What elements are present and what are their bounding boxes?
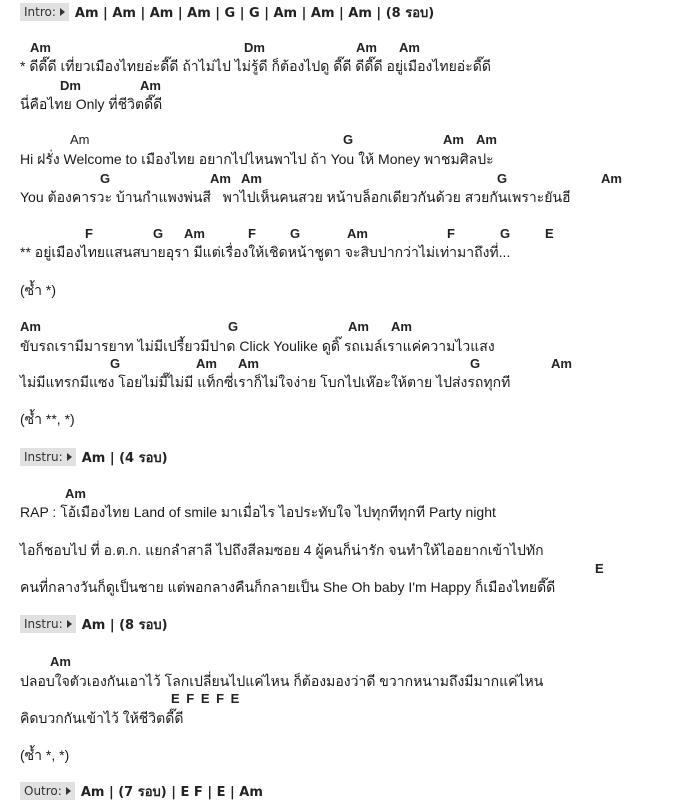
lyric-line: นี่คือไทย Only ที่ชีวิตดี๊ดี bbox=[20, 96, 163, 112]
intro-label: Intro: bbox=[24, 5, 56, 19]
outro-progression: Am | (7 รอบ) | E F | E | Am bbox=[80, 784, 263, 800]
chord: G bbox=[110, 356, 121, 371]
play-arrow-icon bbox=[67, 453, 72, 461]
chord: E bbox=[595, 561, 604, 576]
lyric-line: คนที่กลางวันก็ดูเป็นชาย แต่พอกลางคืนก็กลายเป็น She Oh baby I'm Happy ก็เมืองไทยดี๊ดี bbox=[20, 579, 556, 595]
chord: F bbox=[85, 226, 93, 241]
intro-section bbox=[20, 3, 434, 21]
chord: F bbox=[248, 226, 256, 241]
lyric-line: ขับรถเรามีมารยาท ไม่มีเปรี้ยวมีปาด Click Youlike ดูดิ๊ รถเมล์เราแค่ความไวแสง bbox=[20, 338, 495, 354]
lyric-line: Hi ฝรั่ง Welcome to เมืองไทย อยากไปไหนพาไป ถ้า You ให้ Money พาชมศิลปะ bbox=[20, 151, 494, 167]
chord: E F E F E bbox=[171, 691, 240, 706]
intro-tag bbox=[20, 3, 69, 21]
lyric-line: * ดีดี๊ดี เที่ยวเมืองไทยอ่ะดี๊ดี ถ้าไม่ไป ไม่รู้ดี ก็ต้องไปดู ดี๊ดี ดีดี๊ดี อยู่เมืองไทยอ่ะดี๊ดี bbox=[20, 58, 491, 74]
lyric-line: ไอก็ชอบไป ที่ อ.ต.ก. แยกลำสาลี ไปถึงสีลมซอย 4 ผู้คนก็น่ารัก จนทำให้ไออยากเข้าไปทัก bbox=[20, 542, 544, 558]
lyric-line: ไม่มีแทรกมีแซง โอยไม่มี๊ไม่มี แท็กซี่เราก็ไม่ใจง่าย โบกไปเห๊อะให้ตาย ไปส่งรถทุกที bbox=[20, 374, 511, 390]
chord: Am bbox=[443, 132, 464, 147]
chord: G bbox=[153, 226, 164, 241]
chord: Am bbox=[399, 40, 420, 55]
chord: Am bbox=[347, 226, 368, 241]
outro-section bbox=[20, 782, 263, 800]
repeat-note: (ซ้ำ **, *) bbox=[20, 411, 75, 427]
chord: F bbox=[447, 226, 455, 241]
chord: G bbox=[228, 319, 239, 334]
lyric-line: RAP : โอ้เมืองไทย Land of smile มาเมื่อไร ไอประทับใจ ไปทุกทีทุกที Party night bbox=[20, 504, 496, 520]
outro-label: Outro: bbox=[24, 784, 62, 798]
chord: Am bbox=[476, 132, 497, 147]
chord: Am bbox=[50, 654, 71, 669]
instru-progression: Am | (4 รอบ) bbox=[81, 450, 168, 466]
instru-section bbox=[20, 615, 168, 633]
chord: E bbox=[545, 226, 554, 241]
chord: Dm bbox=[244, 40, 265, 55]
chord: G bbox=[470, 356, 481, 371]
repeat-note: (ซ้ำ *) bbox=[20, 282, 57, 298]
chord: Am bbox=[30, 40, 51, 55]
chord: Am bbox=[241, 171, 262, 186]
chord: Am bbox=[20, 319, 41, 334]
instru-label: Instru: bbox=[24, 617, 63, 631]
chord: G bbox=[290, 226, 301, 241]
chord: Am bbox=[238, 356, 259, 371]
chord: Am bbox=[140, 78, 161, 93]
repeat-note: (ซ้ำ *, *) bbox=[20, 747, 70, 763]
lyric-line: You ต้องคารวะ บ้านกำแพงพ่นสี พาไปเห็นคนสวย หน้าบล็อกเดียวกันด้วย สวยกันเพราะยันฮี bbox=[20, 189, 571, 205]
lyric-line: คิดบวกกันเข้าไว้ ให้ชีวิตดี๊ดี bbox=[20, 710, 184, 726]
chord: Am bbox=[210, 171, 231, 186]
play-arrow-icon bbox=[66, 787, 71, 795]
chord: Dm bbox=[60, 78, 81, 93]
chord: G bbox=[100, 171, 111, 186]
instru-label: Instru: bbox=[24, 450, 63, 464]
chord: Am bbox=[65, 486, 86, 501]
chord: G bbox=[497, 171, 508, 186]
instru-progression: Am | (8 รอบ) bbox=[81, 617, 168, 633]
chord: Am bbox=[196, 356, 217, 371]
chord: G bbox=[500, 226, 511, 241]
play-arrow-icon bbox=[67, 620, 72, 628]
chord: Am bbox=[348, 319, 369, 334]
outro-tag bbox=[20, 782, 75, 800]
chord: Am bbox=[70, 132, 90, 147]
lyric-line: ปลอบใจตัวเองกันเอาไว้ โลกเปลี่ยนไปแค่ไหน ก็ต้องมองว่าดี ขวากหนามถึงมีมากแค่ไหน bbox=[20, 673, 544, 689]
instru-section bbox=[20, 448, 168, 466]
chord: G bbox=[343, 132, 354, 147]
intro-progression: Am | Am | Am | Am | G | G | Am | Am | Am | (8 รอบ) bbox=[74, 5, 435, 21]
chord: Am bbox=[356, 40, 377, 55]
instru-tag bbox=[20, 615, 76, 633]
chord: Am bbox=[551, 356, 572, 371]
chord: Am bbox=[184, 226, 205, 241]
instru-tag bbox=[20, 448, 76, 466]
play-arrow-icon bbox=[60, 8, 65, 16]
lyric-line: ** อยู่เมืองไทยแสนสบายอุรา มีแต่เรื่องให้เชิดหน้าชูตา จะสิบปากว่าไม่เท่ามาถึงที่... bbox=[20, 244, 511, 260]
chord: Am bbox=[601, 171, 622, 186]
chord: Am bbox=[391, 319, 412, 334]
